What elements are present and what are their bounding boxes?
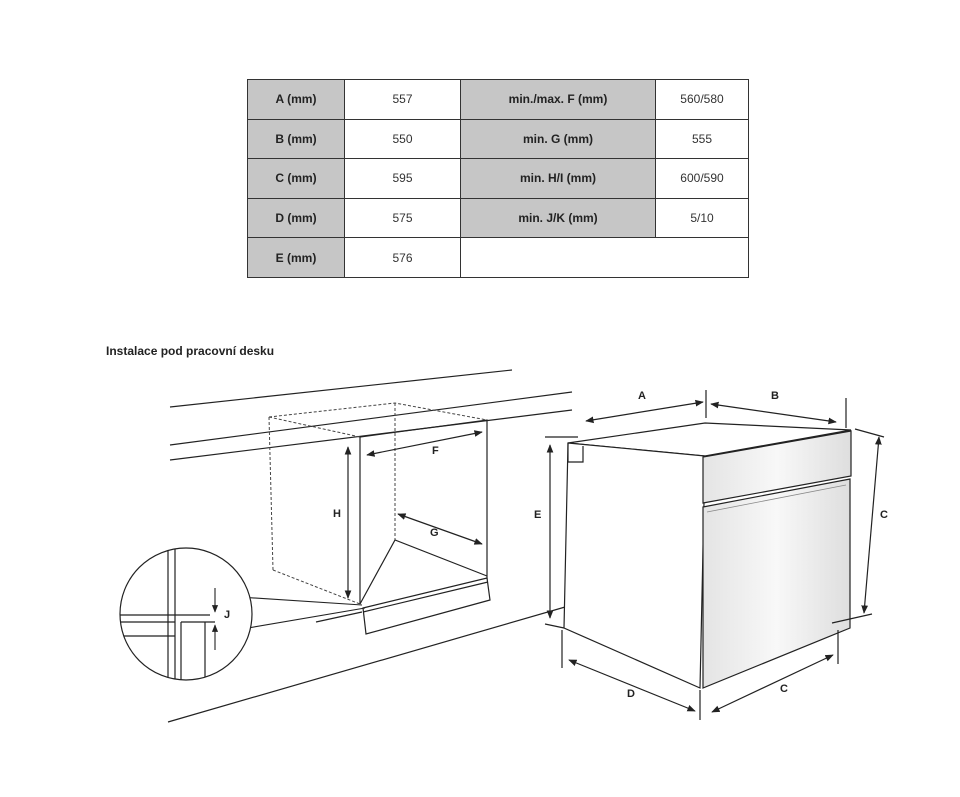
label-e: E	[534, 509, 542, 521]
dim-label-f: min./max. F (mm)	[461, 80, 656, 120]
dim-label-jk: min. J/K (mm)	[461, 198, 656, 238]
dim-label-d: D (mm)	[248, 198, 345, 238]
dim-label-e: E (mm)	[248, 238, 345, 278]
section-title: Instalace pod pracovní desku	[106, 344, 275, 358]
label-b: B	[771, 390, 779, 402]
dim-label-b: B (mm)	[248, 119, 345, 159]
label-g: G	[430, 527, 439, 539]
dim-label-hi: min. H/I (mm)	[461, 159, 656, 199]
label-d: D	[627, 688, 635, 700]
dim-value-hi: 600/590	[656, 159, 749, 199]
cabinet	[316, 420, 490, 634]
dim-label-c: C (mm)	[248, 159, 345, 199]
dim-value-f: 560/580	[656, 80, 749, 120]
dimension-lines-niche	[348, 432, 482, 598]
label-c-bottom: C	[780, 683, 788, 695]
dim-value-d: 575	[345, 198, 461, 238]
dim-value-c: 595	[345, 159, 461, 199]
dim-value-a: 557	[345, 80, 461, 120]
oven-niche-outline	[269, 403, 487, 604]
dim-label-g: min. G (mm)	[461, 119, 656, 159]
oven	[564, 423, 851, 688]
worktop	[168, 370, 572, 722]
label-c-right: C	[880, 509, 888, 521]
label-a: A	[638, 390, 646, 402]
detail-zoom	[120, 548, 365, 680]
label-f: F	[432, 445, 439, 457]
label-h: H	[333, 508, 341, 520]
dim-label-a: A (mm)	[248, 80, 345, 120]
label-j: J	[224, 609, 231, 621]
dim-value-b: 550	[345, 119, 461, 159]
dim-value-e: 576	[345, 238, 461, 278]
dim-value-jk: 5/10	[656, 198, 749, 238]
dim-value-g: 555	[656, 119, 749, 159]
